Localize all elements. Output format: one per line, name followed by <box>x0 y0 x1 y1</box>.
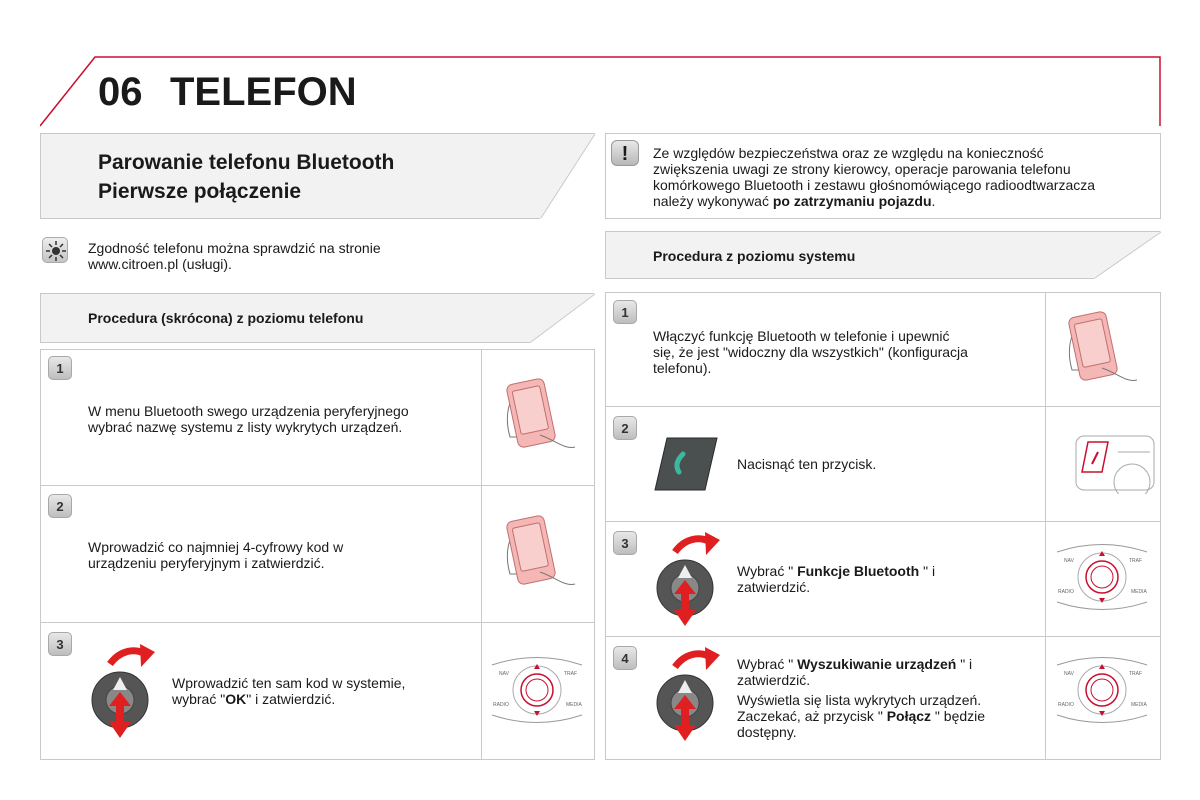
warning-text: Ze względów bezpieczeństwa oraz ze względu na konieczność zwiększenia uwagi ze strony kierowcy, operacje parowania telefonu komórkowego Bluetooth i zestawu głośnomówiącego radioodtwarzacza należy wykonywać po zatrzymaniu pojazdu. <box>653 145 1096 209</box>
right-heading: Procedura z poziomu systemu <box>653 248 856 264</box>
step-text: się, że jest "widoczny dla wszystkich" (konfiguracja <box>653 344 968 360</box>
rotary-knob-icon <box>650 645 730 745</box>
step-text: Wprowadzić co najmniej 4-cyfrowy kod w <box>88 539 344 555</box>
row-divider <box>605 636 1161 637</box>
column-divider <box>1045 292 1046 760</box>
radio-label: RADIO <box>493 702 509 708</box>
step-text: Wybrać " Wyszukiwanie urządzeń " i <box>737 656 973 672</box>
step-badge: 4 <box>613 646 637 670</box>
traf-label: TRAF <box>1129 558 1143 564</box>
step-badge: 3 <box>613 531 637 555</box>
tip-line2: www.citroen.pl (usługi). <box>88 256 232 272</box>
traf-label: TRAF <box>564 671 578 677</box>
rotary-knob-icon <box>85 642 165 742</box>
row-divider <box>40 485 595 486</box>
step-badge: 1 <box>613 300 637 324</box>
step-text: zatwierdzić. <box>737 579 811 595</box>
step-text: Wyświetla się lista wykrytych urządzeń. <box>737 692 982 708</box>
control-panel-icon <box>1052 537 1152 617</box>
section-title-line1: Parowanie telefonu Bluetooth <box>98 151 395 174</box>
step-text: Włączyć funkcję Bluetooth w telefonie i upewnić <box>653 328 950 344</box>
step-badge: 3 <box>48 632 72 656</box>
corner-cut <box>540 133 596 219</box>
row-divider <box>40 622 595 623</box>
nav-label: NAV <box>499 671 509 677</box>
left-heading: Procedura (skrócona) z poziomu telefonu <box>88 310 364 326</box>
media-label: MEDIA <box>1131 702 1147 708</box>
section-title-line2: Pierwsze połączenie <box>98 180 302 203</box>
phone-hand-icon <box>1062 308 1142 388</box>
step-text: Nacisnąć ten przycisk. <box>737 456 877 472</box>
step-text: zatwierdzić. <box>737 672 811 688</box>
step-text: wybrać "OK" i zatwierdzić. <box>172 691 336 707</box>
radio-label: RADIO <box>1058 589 1074 595</box>
step-text: wybrać nazwę systemu z listy wykrytych urządzeń. <box>88 419 403 435</box>
step-text: telefonu). <box>653 360 712 376</box>
step-badge: 2 <box>48 494 72 518</box>
media-label: MEDIA <box>1131 589 1147 595</box>
row-divider <box>605 521 1161 522</box>
row-divider <box>605 406 1161 407</box>
phone-hand-icon <box>500 375 580 455</box>
step-badge: 1 <box>48 356 72 380</box>
corner-cut <box>1094 231 1162 279</box>
phone-button-icon <box>653 436 719 492</box>
tip-line1: Zgodność telefonu można sprawdzić na stronie <box>88 240 381 256</box>
step-text: Wybrać " Funkcje Bluetooth " i <box>737 563 936 579</box>
phone-hand-icon <box>500 512 580 592</box>
step-text: Zaczekać, aż przycisk " Połącz " będzie <box>737 708 986 724</box>
exclamation-icon: ! <box>611 140 639 166</box>
media-label: MEDIA <box>566 702 582 708</box>
step-text: Wprowadzić ten sam kod w systemie, <box>172 675 406 691</box>
step-badge: 2 <box>613 416 637 440</box>
nav-label: NAV <box>1064 558 1074 564</box>
corner-cut <box>530 293 596 343</box>
chapter-number: 06 <box>98 70 143 114</box>
traf-label: TRAF <box>1129 671 1143 677</box>
lightbulb-icon <box>42 237 68 263</box>
dashboard-phone-button-icon <box>1074 432 1156 494</box>
control-panel-icon <box>487 650 587 730</box>
step-text: dostępny. <box>737 724 797 740</box>
chapter-title: TELEFON <box>170 70 357 114</box>
rotary-knob-icon <box>650 530 730 630</box>
control-panel-icon <box>1052 650 1152 730</box>
nav-label: NAV <box>1064 671 1074 677</box>
step-text: W menu Bluetooth swego urządzenia peryferyjnego <box>88 403 409 419</box>
radio-label: RADIO <box>1058 702 1074 708</box>
column-divider <box>481 349 482 760</box>
step-text: urządzeniu peryferyjnym i zatwierdzić. <box>88 555 325 571</box>
